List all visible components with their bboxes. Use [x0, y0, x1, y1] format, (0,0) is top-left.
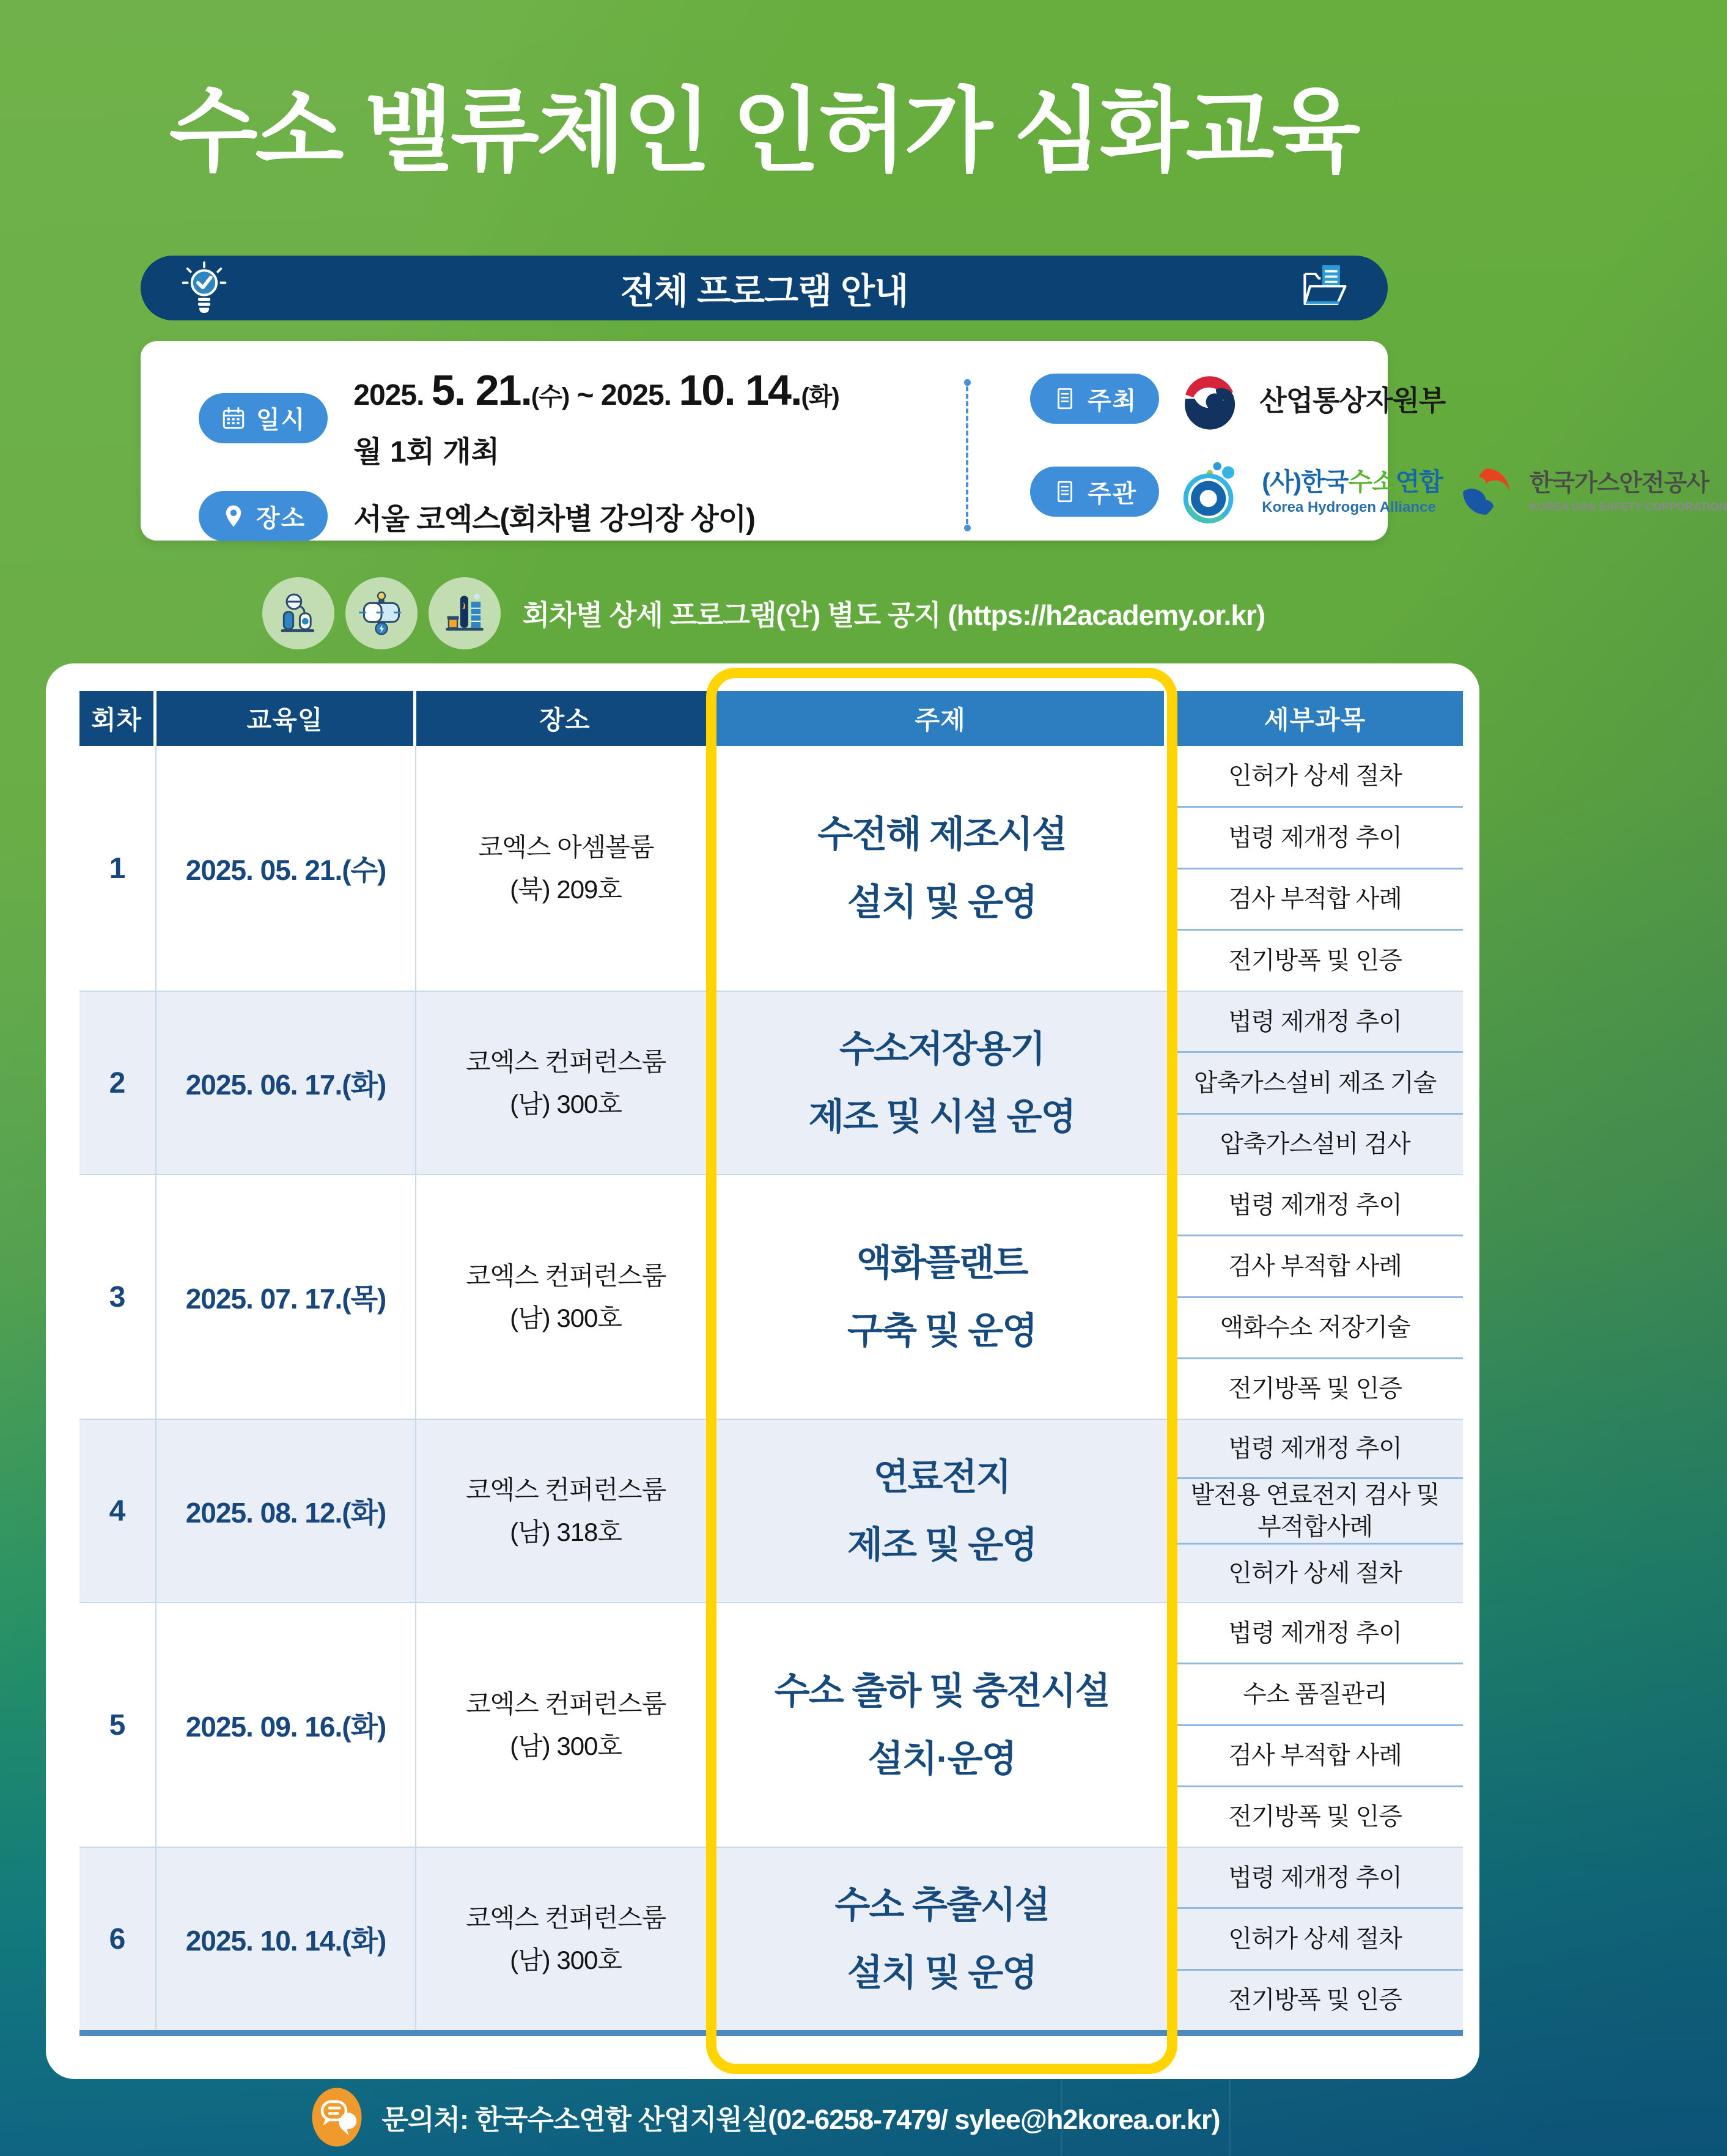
contact-row: [0, 2083, 1527, 2151]
date-frequency: 월 1회 개최: [353, 436, 500, 468]
banner-title: 전체 프로그램 안내: [620, 271, 908, 311]
kha-text: [1262, 468, 1443, 516]
round-number-cell: 2: [79, 992, 156, 1174]
notice-text: 회차별 상세 프로그램(안) 별도 공지 (https://h2academy.or.kr): [522, 599, 1265, 631]
date-row: [199, 366, 966, 470]
contact-text: 문의처: 한국수소연합 산업지원실(02-6258-7479/ sylee@h2korea.or.kr): [381, 2103, 1220, 2135]
subject-item: 인허가 상세 절차: [1167, 1907, 1463, 1968]
date-badge: [199, 393, 328, 443]
topic-cell: 수소저장용기 제조 및 시설 운영: [808, 1028, 1075, 1137]
round-number-cell: 4: [79, 1420, 156, 1602]
round-number-cell: 1: [79, 746, 156, 991]
topic-cell: 수전해 제조시설 설치 및 운영: [817, 814, 1066, 923]
document-icon: [1052, 386, 1078, 412]
subject-item: 법령 제개정 추이: [1228, 1619, 1402, 1647]
document-icon: [1052, 479, 1078, 504]
date-badge-label: 일시: [256, 407, 306, 434]
motie-logo: [1176, 366, 1242, 432]
header-round: 회차: [79, 691, 156, 746]
subjects-cell: [1167, 1175, 1463, 1419]
subjects-cell: [1167, 1848, 1463, 2030]
table-body: [79, 746, 1463, 2030]
organizer-badge: [1030, 467, 1159, 517]
education-date-cell: 2025. 05. 21.(수): [156, 746, 416, 991]
dashed-divider: [966, 386, 968, 524]
venue-cell: 코엑스 컨퍼런스룸 (남) 300호: [416, 1848, 716, 2030]
notice-row: [0, 574, 1527, 653]
venue-cell: 코엑스 컨퍼런스룸 (남) 300호: [416, 1603, 716, 1847]
round-number-cell: 6: [79, 1848, 156, 2030]
topic-cell: 수소 출하 및 충전시설 설치·운영: [774, 1671, 1110, 1779]
subject-item: 법령 제개정 추이: [1228, 1435, 1402, 1462]
venue-cell: 코엑스 컨퍼런스룸 (남) 300호: [416, 1175, 716, 1419]
hydrogen-production-icon: [262, 577, 334, 649]
subject-item: 압축가스설비 제조 기술: [1167, 1051, 1463, 1112]
host-badge-label: 주최: [1088, 387, 1138, 415]
subject-item: 인허가 상세 절차: [1228, 762, 1402, 789]
subject-item: 전기방폭 및 인증: [1167, 929, 1463, 991]
date-range: 2025. 5. 21.(수) ~ 2025. 10. 14.(화): [353, 366, 839, 414]
info-right-column: [966, 366, 1727, 541]
education-date-cell: 2025. 09. 16.(화): [156, 1603, 416, 1847]
notice-icons: [262, 577, 501, 649]
table-row: [79, 991, 1463, 1174]
subjects-cell: [1167, 1420, 1463, 1602]
venue-value: 서울 코엑스(회차별 강의장 상이): [353, 503, 756, 536]
subject-item: 검사 부적합 사례: [1167, 1724, 1463, 1785]
page-title: 수소 밸류체인 인허가 심화교육: [169, 79, 1358, 182]
round-number-cell: 5: [79, 1603, 156, 1847]
program-banner: [141, 256, 1388, 320]
subject-item: 전기방폭 및 인증: [1167, 1357, 1463, 1419]
header-subjects: 세부과목: [1167, 691, 1463, 746]
subject-item: 법령 제개정 추이: [1228, 1191, 1402, 1219]
subjects-cell: [1167, 992, 1463, 1174]
korea-hydrogen-alliance-logo: [1176, 457, 1245, 526]
subject-item: 발전용 연료전지 검사 및 부적합사례: [1167, 1477, 1463, 1543]
venue-cell: 코엑스 컨퍼런스룸 (남) 318호: [416, 1420, 716, 1602]
kgs-english-name: KOREA GAS SAFETY CORPORATION: [1529, 500, 1727, 513]
subject-item: 검사 부적합 사례: [1167, 1235, 1463, 1296]
table-bottom-line: [79, 2030, 1463, 2036]
table-header-row: [79, 691, 1463, 746]
program-table: [79, 691, 1463, 2036]
subject-item: 법령 제개정 추이: [1167, 806, 1463, 868]
venue-row: [199, 491, 966, 541]
topic-cell: 연료전지 제조 및 운영: [847, 1456, 1037, 1565]
subject-item: 수소 품질관리: [1167, 1663, 1463, 1724]
subject-item: 전기방폭 및 인증: [1167, 1969, 1463, 2030]
kgs-korean-name: 한국가스안전공사: [1529, 470, 1709, 497]
electrolyzer-icon: [345, 577, 418, 649]
lightbulb-check-icon: [176, 260, 232, 316]
info-left-column: [199, 366, 966, 541]
subject-item: 액화수소 저장기술: [1167, 1296, 1463, 1357]
calendar-icon: [221, 405, 246, 431]
subject-item: 전기방폭 및 인증: [1167, 1785, 1463, 1847]
kgs-logo: [1460, 465, 1512, 518]
kgs-text: [1530, 470, 1727, 514]
date-value-block: [353, 366, 839, 470]
host-name: 산업통상자원부: [1259, 385, 1446, 416]
subject-item: 법령 제개정 추이: [1228, 1864, 1402, 1891]
table-row: [79, 1847, 1463, 2030]
program-table-panel: [46, 663, 1479, 2079]
education-date-cell: 2025. 08. 12.(화): [156, 1420, 416, 1602]
table-row: [79, 1419, 1463, 1602]
topic-cell: 수소 추출시설 설치 및 운영: [834, 1885, 1049, 1993]
subject-item: 인허가 상세 절차: [1167, 1543, 1463, 1602]
host-row: [1030, 366, 1702, 432]
venue-badge: [199, 491, 328, 541]
venue-cell: 코엑스 컨퍼런스룸 (남) 300호: [416, 992, 716, 1174]
subject-item: 법령 제개정 추이: [1228, 1008, 1402, 1035]
map-pin-icon: [221, 503, 246, 529]
education-date-cell: 2025. 10. 14.(화): [156, 1848, 416, 2030]
table-row: [79, 746, 1463, 991]
event-info-card: [141, 341, 1727, 541]
subjects-cell: [1167, 746, 1463, 991]
host-badge: [1030, 374, 1159, 424]
education-date-cell: 2025. 07. 17.(목): [156, 1175, 416, 1419]
round-number-cell: 3: [79, 1175, 156, 1419]
organizer-badge-label: 주관: [1088, 480, 1138, 508]
venue-cell: 코엑스 아셈볼룸 (북) 209호: [416, 746, 716, 991]
subject-item: 압축가스설비 검사: [1167, 1113, 1463, 1174]
table-row: [79, 1602, 1463, 1847]
header-date: 교육일: [156, 691, 416, 746]
topic-cell: 액화플랜트 구축 및 운영: [847, 1242, 1037, 1351]
subjects-cell: [1167, 1603, 1463, 1847]
header-venue: 장소: [416, 691, 716, 746]
education-date-cell: 2025. 06. 17.(화): [156, 992, 416, 1174]
kha-english-name: Korea Hydrogen Alliance: [1262, 498, 1436, 515]
plant-tower-icon: [429, 577, 501, 649]
venue-badge-label: 장소: [256, 504, 306, 532]
kha-korean-name: (사)한국수소연합: [1262, 467, 1443, 496]
header-topic: 주제: [716, 691, 1167, 746]
folder-document-icon: [1296, 260, 1352, 316]
subject-item: 검사 부적합 사례: [1167, 868, 1463, 929]
chat-bubbles-icon: [307, 2085, 366, 2149]
organizer-row: [1030, 457, 1727, 526]
table-row: [79, 1174, 1463, 1419]
